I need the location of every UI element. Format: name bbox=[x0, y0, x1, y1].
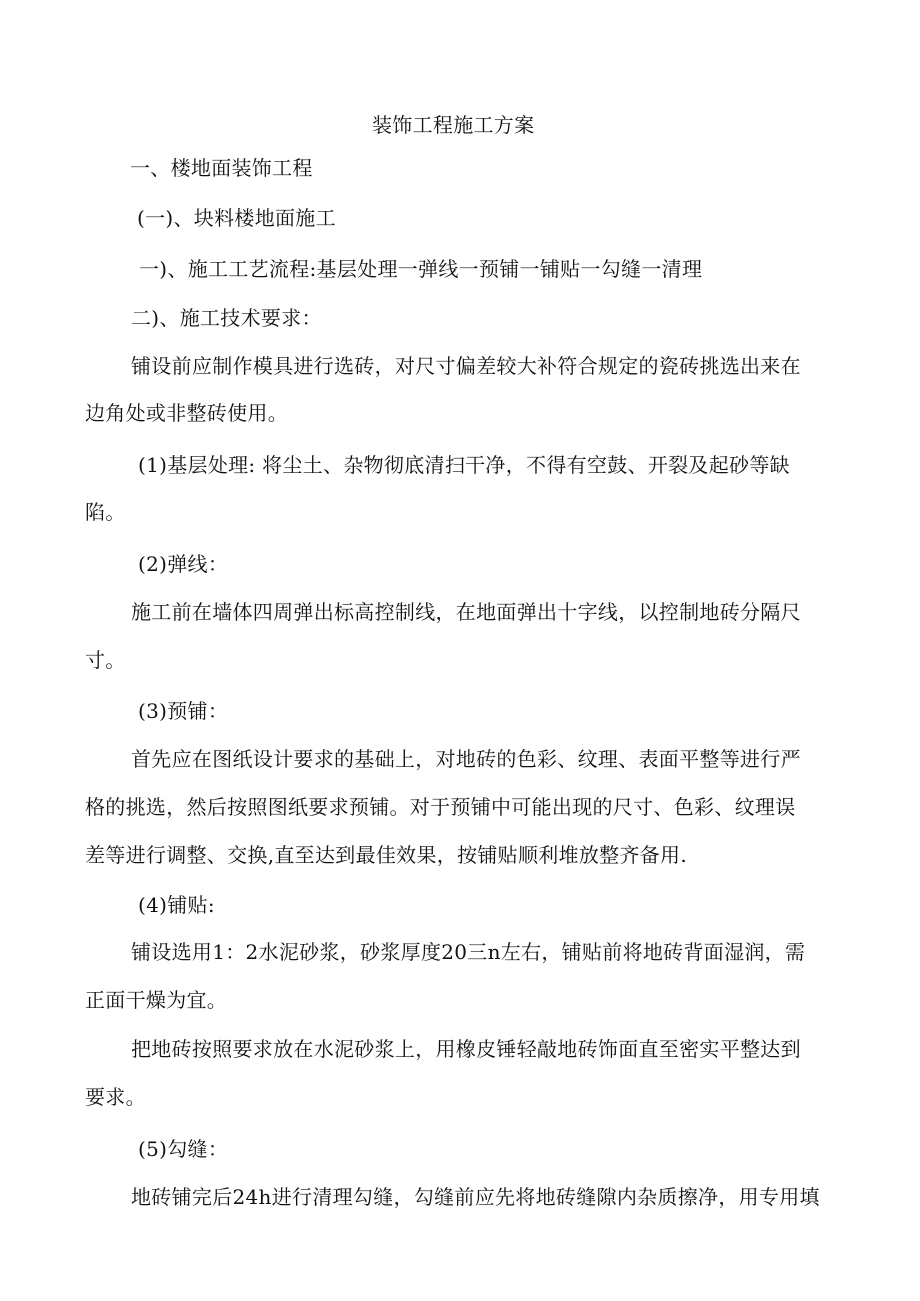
step-base-treatment: (1)基层处理: 将尘土、杂物彻底清扫干净，不得有空鼓、开裂及起砂等缺 bbox=[138, 453, 790, 477]
paragraph-line: 正面干燥为宜。 bbox=[85, 988, 228, 1012]
paragraph-line: 施工前在墙体四周弹出标高控制线，在地面弹出十字线，以控制地砖分隔尺 bbox=[131, 600, 801, 624]
document-title: 装饰工程施工方案 bbox=[372, 113, 535, 137]
paragraph-line: 铺设前应制作模具进行选砖，对尺寸偏差较大补符合规定的瓷砖挑选出来在 bbox=[131, 354, 801, 378]
paragraph-line: 首先应在图纸设计要求的基础上，对地砖的色彩、纹理、表面平整等进行严 bbox=[131, 747, 801, 771]
step-heading-snapline: (2)弹线： bbox=[138, 552, 229, 576]
paragraph-line: 边角处或非整砖使用。 bbox=[85, 401, 288, 425]
paragraph-line: 格的挑选，然后按照图纸要求预铺。对于预铺中可能出现的尺寸、色彩、纹理误 bbox=[85, 795, 796, 819]
requirements-item: 二)、施工技术要求： bbox=[131, 306, 322, 330]
step-heading-laying: (4)铺贴: bbox=[138, 893, 215, 917]
section-heading: 一、楼地面装饰工程 bbox=[130, 156, 313, 180]
paragraph-line: 铺设选用1：2水泥砂浆，砂浆厚度20三n左右，铺贴前将地砖背面湿润，需 bbox=[131, 940, 806, 964]
paragraph-line: 差等进行调整、交换,直至达到最佳效果，按铺贴顺利堆放整齐备用. bbox=[85, 843, 688, 867]
subsection-heading: (一)、块料楼地面施工 bbox=[137, 206, 336, 230]
step-heading-pointing: (5)勾缝： bbox=[138, 1137, 229, 1161]
paragraph-line: 地砖铺完后24h进行清理勾缝，勾缝前应先将地砖缝隙内杂质擦净，用专用填 bbox=[131, 1185, 820, 1209]
paragraph-line: 要求。 bbox=[85, 1085, 146, 1109]
paragraph-line: 陷。 bbox=[85, 500, 126, 524]
paragraph-line: 寸。 bbox=[85, 648, 126, 672]
step-heading-prelay: (3)预铺： bbox=[138, 699, 229, 723]
paragraph-line: 把地砖按照要求放在水泥砂浆上，用橡皮锤轻敲地砖饰面直至密实平整达到 bbox=[131, 1037, 801, 1061]
process-flow-item: 一)、施工工艺流程:基层处理一弹线一预铺一铺贴一勾缝一清理 bbox=[139, 257, 703, 281]
